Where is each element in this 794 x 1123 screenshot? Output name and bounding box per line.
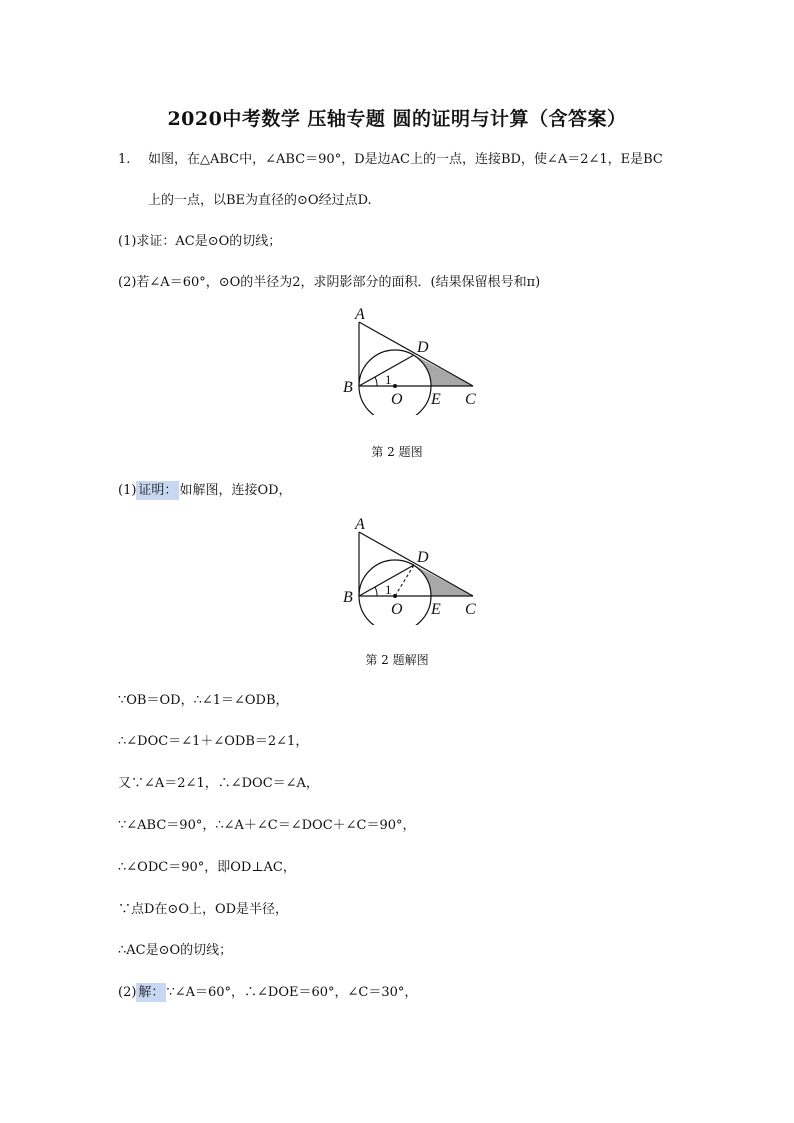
- figure-2-label-a: A: [355, 516, 365, 533]
- figure-1-diagram: [330, 300, 490, 415]
- figure-2-segment-od-dashed: [395, 565, 414, 596]
- figure-1-label-c: C: [465, 391, 476, 408]
- figure-1-label-a: A: [355, 306, 365, 323]
- figure-1-label-e: E: [431, 391, 441, 408]
- problem-line-1: [118, 151, 663, 169]
- solution-part-2-number: (2): [118, 985, 137, 1000]
- figure-1-caption: 第 2 题图: [371, 445, 423, 459]
- solution-part-2-line: [118, 984, 417, 1002]
- figure-2-label-b: B: [343, 589, 353, 606]
- figure-1-center-dot: [393, 384, 397, 388]
- figure-1-label-o: O: [391, 391, 403, 408]
- solution-step: ∵OB＝OD，∴∠1＝∠ODB，: [118, 693, 289, 708]
- figure-2-label-d: D: [417, 549, 429, 566]
- problem-line-2: 上的一点，以BE为直径的⊙O经过点D.: [148, 193, 372, 208]
- solution-answer-tag: 解：: [138, 985, 165, 1000]
- figure-2-angle-arc: [375, 587, 377, 596]
- solution-part-2-text: ∵∠A＝60°，∴∠DOE＝60°，∠C＝30°，: [166, 985, 418, 1000]
- problem-text-1: 如图，在△ABC中，∠ABC＝90°，D是边AC上的一点，连接BD，使∠A＝2∠1，E是BC: [148, 152, 663, 167]
- figure-2-label-e: E: [431, 601, 441, 618]
- page-title: 2020中考数学 压轴专题 圆的证明与计算（含答案）: [167, 108, 627, 130]
- figure-1-label-angle: 1: [385, 372, 392, 387]
- solution-step: ∴∠DOC＝∠1＋∠ODB＝2∠1，: [118, 734, 309, 749]
- solution-step: ∵点D在⊙O上，OD是半径，: [118, 902, 289, 917]
- figure-2-center-dot: [393, 594, 397, 598]
- problem-part-1: (1)求证：AC是⊙O的切线；: [118, 234, 282, 249]
- solution-step: ∴∠ODC＝90°，即OD⊥AC，: [118, 860, 296, 875]
- solution-step: 又∵∠A＝2∠1，∴∠DOC＝∠A，: [118, 776, 319, 791]
- figure-2-diagram: [330, 510, 490, 625]
- solution-step: ∴AC是⊙O的切线；: [118, 943, 233, 958]
- solution-part-1-number: (1): [118, 483, 137, 498]
- figure-2-label-o: O: [391, 601, 403, 618]
- figure-1-label-d: D: [417, 339, 429, 356]
- solution-line-1: [118, 482, 292, 500]
- figure-2-caption: 第 2 题解图: [365, 653, 429, 667]
- solution-part-1-text: 如解图，连接OD，: [179, 483, 292, 498]
- solution-step: ∵∠ABC＝90°，∴∠A＋∠C＝∠DOC＋∠C＝90°，: [118, 818, 416, 833]
- problem-part-2: (2)若∠A＝60°，⊙O的半径为2，求阴影部分的面积．(结果保留根号和π): [118, 275, 541, 290]
- figure-1-label-b: B: [343, 379, 353, 396]
- figure-2-label-angle: 1: [385, 582, 392, 597]
- solution-proof-tag: 证明：: [138, 483, 178, 498]
- figure-1-angle-arc: [375, 377, 377, 386]
- problem-number: 1.: [118, 152, 131, 167]
- figure-2-label-c: C: [465, 601, 476, 618]
